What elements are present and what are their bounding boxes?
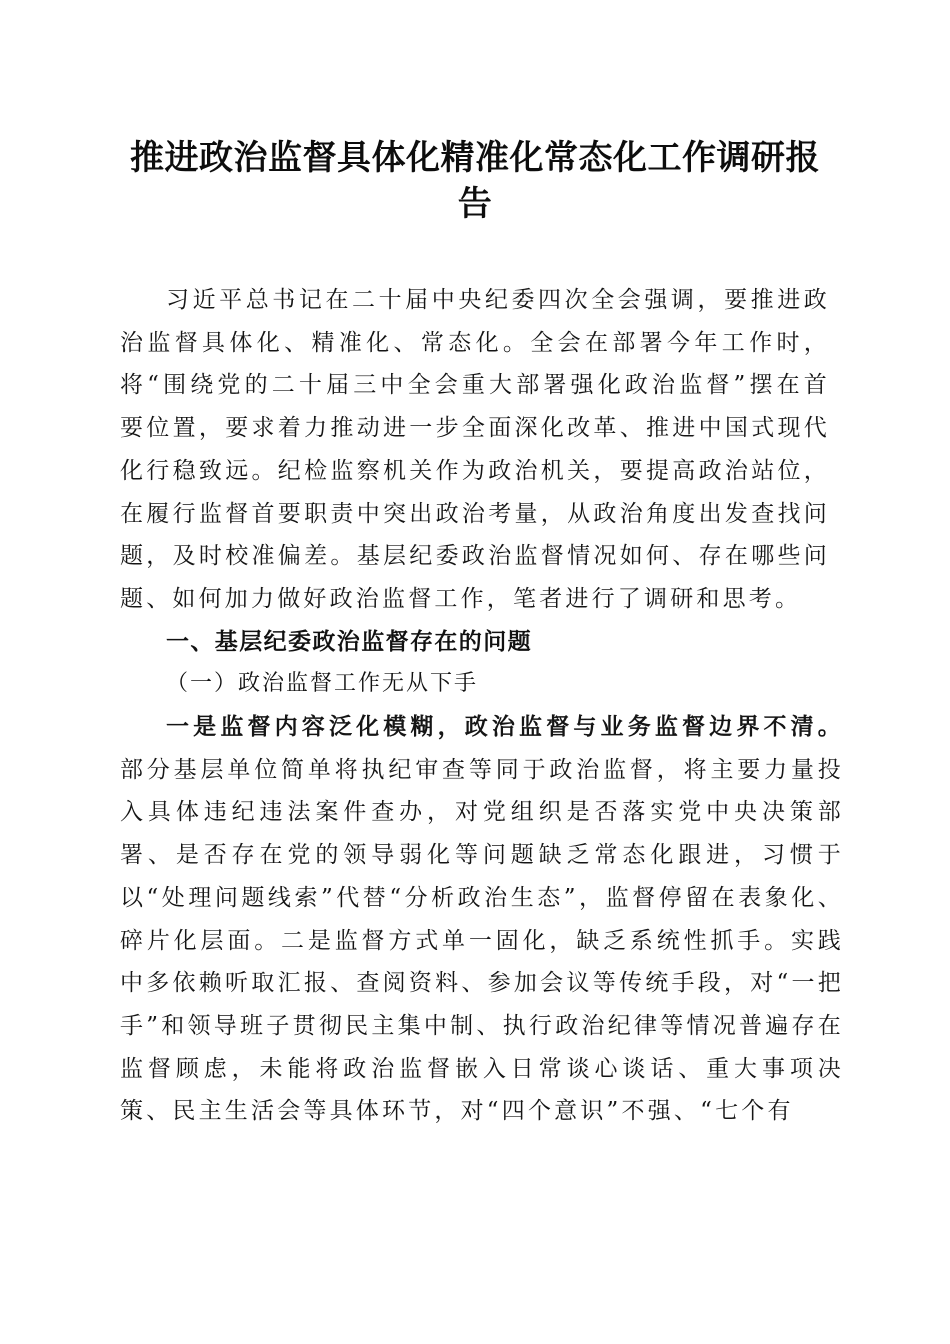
document-title: 推进政治监督具体化精准化常态化工作调研报告: [130, 138, 820, 224]
problem-paragraph-body: 部分基层单位简单将执纪审查等同于政治监督，将主要力量投入具体违纪违法案件查办，对党组织是否落实党中央决策部署、是否存在党的领导弱化等问题缺乏常态化跟进，习惯于以“处理问题线索”代替“分析政治生态”，监督停留在表象化、碎片化层面。二是监督方式单一固化，缺乏系统性抓手。实践中多依赖听取汇报、查阅资料、参加会议等传统手段，对“一把手”和领导班子贯彻民主集中制、执行政治纪律等情况普遍存在监督顾虑，未能将政治监督嵌入日常谈心谈话、重大事项决策、民主生活会等具体环节，对“四个意识”不强、“七个有: [120, 756, 844, 1125]
subsection-heading-1-1: （一）政治监督工作无从下手: [166, 671, 479, 697]
document-body: [120, 279, 844, 1133]
problem-paragraph: [120, 706, 844, 1133]
intro-paragraph: 习近平总书记在二十届中央纪委四次全会强调，要推进政治监督具体化、精准化、常态化。全会在部署今年工作时，将“围绕党的二十届三中全会重大部署强化政治监督”摆在首要位置，要求着力推动进一步全面深化改革、推进中国式现代化行稳致远。纪检监察机关作为政治机关，要提高政治站位，在履行监督首要职责中突出政治考量，从政治角度出发查找问题，及时校准偏差。基层纪委政治监督情况如何、存在哪些问题、如何加力做好政治监督工作，笔者进行了调研和思考。: [120, 287, 830, 612]
problem-paragraph-lead: 一是监督内容泛化模糊，政治监督与业务监督边界不清。: [166, 713, 844, 741]
section-heading-1: 一、基层纪委政治监督存在的问题: [166, 628, 532, 655]
